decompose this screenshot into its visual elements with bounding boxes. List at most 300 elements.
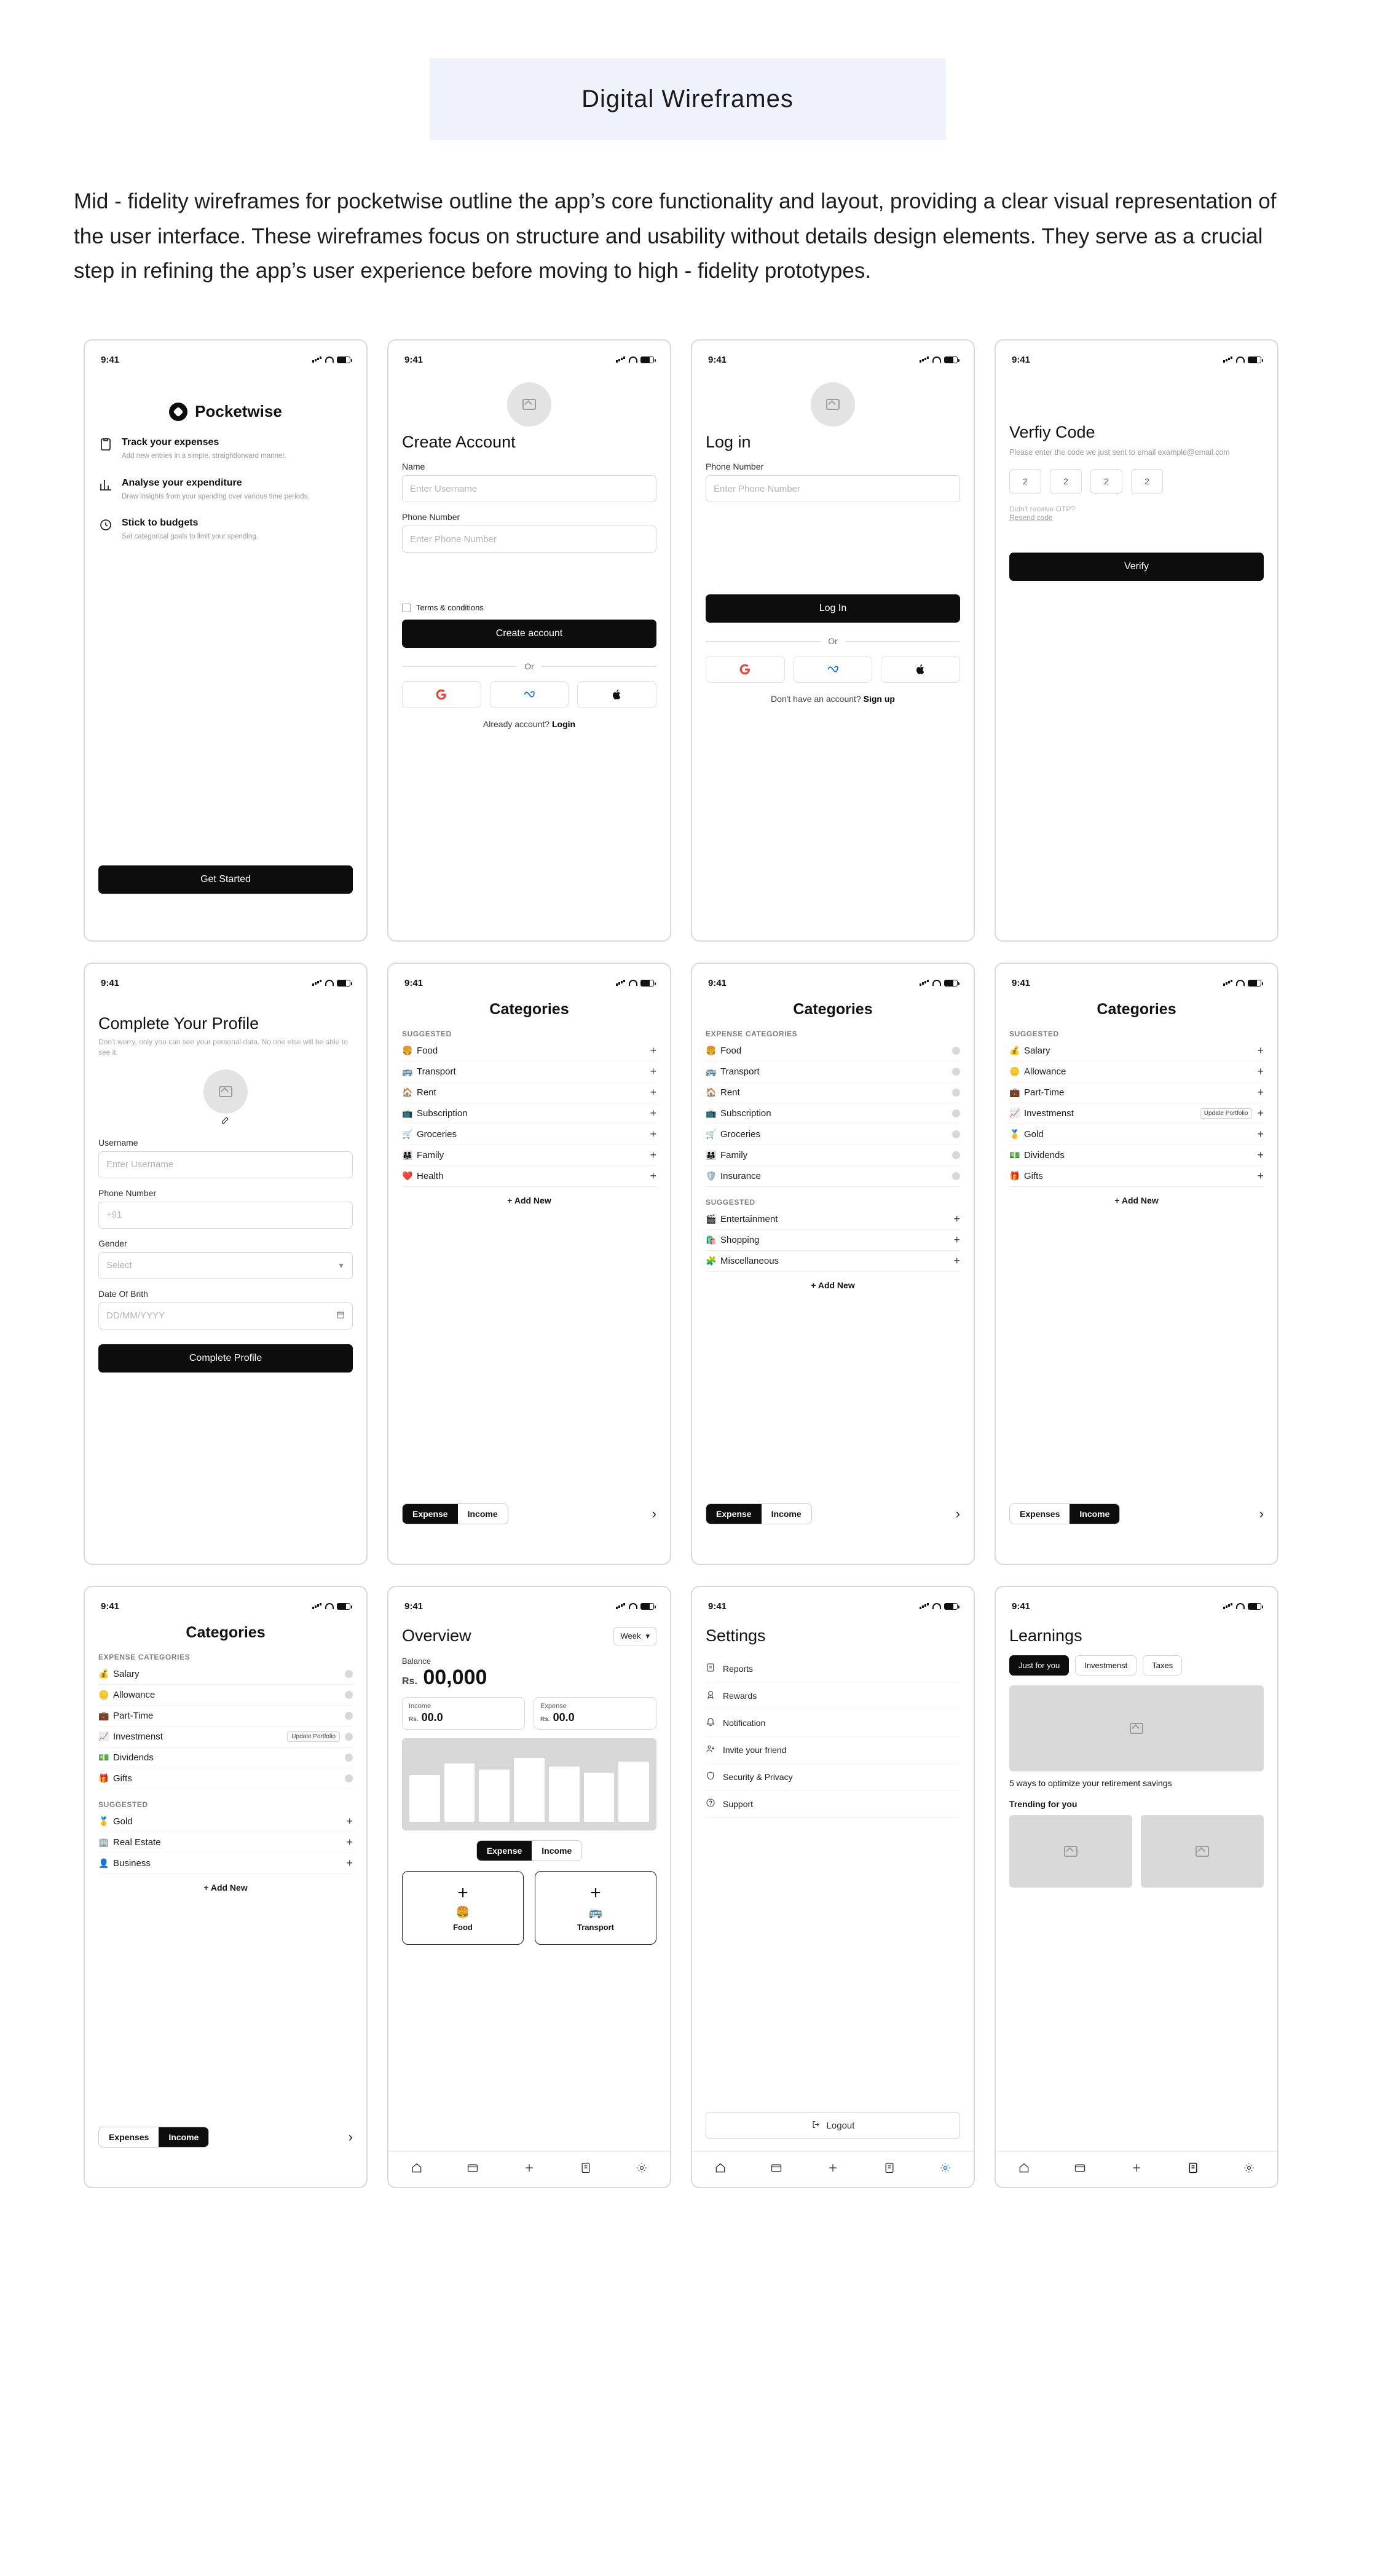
category-emoji: 🍔 bbox=[402, 1046, 413, 1056]
tab-wallet-icon[interactable] bbox=[467, 2162, 479, 2177]
expense-card[interactable] bbox=[534, 1697, 656, 1730]
list-item[interactable] bbox=[402, 1166, 656, 1187]
settings-item-invite[interactable] bbox=[706, 1736, 960, 1763]
list-item[interactable] bbox=[706, 1209, 960, 1230]
apple-login-button[interactable] bbox=[577, 681, 656, 708]
image-placeholder-icon bbox=[1064, 1846, 1078, 1857]
expense-income-toggle[interactable] bbox=[476, 1840, 583, 1861]
category-emoji: 🧩 bbox=[706, 1256, 717, 1266]
status-icons bbox=[312, 980, 350, 987]
calendar-icon[interactable] bbox=[336, 1310, 345, 1321]
weekly-bar-chart bbox=[402, 1738, 656, 1830]
category-emoji: 💼 bbox=[98, 1711, 109, 1721]
battery-icon bbox=[640, 980, 654, 987]
quick-add-food[interactable] bbox=[402, 1871, 524, 1945]
onboarding-features bbox=[98, 437, 353, 542]
screen-categories-income bbox=[995, 963, 1278, 1565]
add-icon[interactable]: + bbox=[346, 1857, 353, 1870]
battery-icon bbox=[1248, 356, 1261, 363]
logout-label: Logout bbox=[826, 2120, 855, 2131]
page-heading: Categories bbox=[489, 1001, 569, 1018]
settings-label: Support bbox=[723, 1798, 754, 1809]
category-list bbox=[402, 1041, 656, 1187]
page-heading: Log in bbox=[706, 433, 751, 452]
category-label: Gold bbox=[113, 1816, 133, 1827]
status-dot[interactable] bbox=[952, 1151, 960, 1159]
terms-checkbox[interactable] bbox=[402, 604, 411, 612]
list-item[interactable] bbox=[1009, 1062, 1264, 1082]
page-heading: Categories bbox=[186, 1624, 266, 1642]
list-item[interactable] bbox=[706, 1166, 960, 1187]
signup-link[interactable]: Sign up bbox=[863, 694, 895, 704]
battery-icon bbox=[944, 980, 958, 987]
toggle-expenses[interactable]: Expenses bbox=[1010, 1504, 1070, 1524]
signal-icon bbox=[920, 356, 929, 363]
bell-icon bbox=[706, 1717, 715, 1728]
apple-login-button[interactable] bbox=[881, 656, 960, 683]
support-icon bbox=[706, 1798, 715, 1810]
divider-or bbox=[706, 636, 960, 646]
status-dot[interactable] bbox=[345, 1733, 353, 1741]
add-icon[interactable]: + bbox=[1257, 1149, 1264, 1162]
tab-wallet-icon[interactable] bbox=[1074, 2162, 1086, 2177]
battery-icon bbox=[337, 1603, 350, 1610]
category-emoji: 💵 bbox=[98, 1752, 109, 1763]
list-item[interactable] bbox=[402, 1103, 656, 1124]
toggle-income[interactable]: Income bbox=[1070, 1504, 1119, 1524]
add-new-button[interactable]: + Add New bbox=[811, 1280, 855, 1291]
login-link[interactable]: Login bbox=[551, 719, 576, 730]
toggle-income[interactable]: Income bbox=[532, 1841, 581, 1861]
list-item[interactable] bbox=[1009, 1041, 1264, 1062]
plus-icon: + bbox=[457, 1883, 468, 1904]
income-category-list bbox=[1009, 1041, 1264, 1187]
income-card[interactable] bbox=[402, 1697, 525, 1730]
category-label: Dividends bbox=[1024, 1150, 1065, 1161]
battery-icon bbox=[337, 980, 350, 987]
tab-wallet-icon[interactable] bbox=[770, 2162, 782, 2177]
feature-item bbox=[98, 518, 353, 542]
feature-title: Track your expenses bbox=[122, 437, 219, 448]
wifi-icon bbox=[1236, 356, 1245, 363]
next-chevron-icon[interactable]: › bbox=[348, 2129, 353, 2145]
resend-text: Didn't receive OTP? bbox=[1009, 505, 1075, 514]
brand-lockup bbox=[98, 402, 353, 421]
add-new-button[interactable]: + Add New bbox=[507, 1195, 551, 1206]
phone-label: Phone Number bbox=[706, 462, 764, 472]
phone-input[interactable]: +91 bbox=[98, 1202, 353, 1229]
list-item[interactable] bbox=[402, 1124, 656, 1145]
add-icon[interactable]: + bbox=[650, 1086, 656, 1099]
category-label: Gifts bbox=[113, 1773, 132, 1784]
list-item[interactable] bbox=[1009, 1082, 1264, 1103]
tab-home-icon[interactable] bbox=[1018, 2162, 1030, 2177]
settings-item-notification[interactable] bbox=[706, 1709, 960, 1736]
section-header: SUGGESTED bbox=[402, 1030, 452, 1039]
status-dot[interactable] bbox=[952, 1068, 960, 1076]
toggle-expense[interactable]: Expense bbox=[403, 1504, 458, 1524]
otp-digit-1[interactable]: 2 bbox=[1009, 469, 1041, 494]
category-emoji: 📈 bbox=[98, 1731, 109, 1742]
battery-icon bbox=[944, 356, 958, 363]
category-label: Investmenst bbox=[1024, 1108, 1074, 1119]
next-chevron-icon[interactable]: › bbox=[652, 1506, 656, 1522]
signal-icon bbox=[920, 980, 929, 986]
category-label: Groceries bbox=[720, 1129, 761, 1140]
status-icons bbox=[616, 1603, 654, 1610]
username-label: Username bbox=[98, 1137, 138, 1148]
period-value: Week bbox=[620, 1631, 641, 1641]
bottom-toggle-row bbox=[98, 2127, 353, 2148]
category-label: Miscellaneous bbox=[720, 1256, 779, 1267]
settings-list bbox=[706, 1655, 960, 1818]
list-item[interactable] bbox=[402, 1062, 656, 1082]
add-icon[interactable]: + bbox=[1257, 1065, 1264, 1078]
add-icon[interactable]: + bbox=[953, 1213, 960, 1226]
otp-digit-2[interactable]: 2 bbox=[1050, 469, 1082, 494]
settings-item-reports[interactable] bbox=[706, 1655, 960, 1682]
status-dot[interactable] bbox=[345, 1691, 353, 1699]
add-icon[interactable]: + bbox=[953, 1234, 960, 1247]
next-chevron-icon[interactable]: › bbox=[955, 1506, 960, 1522]
page-title-chip bbox=[430, 58, 946, 140]
category-label: Health bbox=[417, 1171, 444, 1182]
shield-icon bbox=[706, 1771, 715, 1782]
learnings-tabs bbox=[1009, 1655, 1264, 1676]
image-placeholder-icon bbox=[522, 399, 536, 410]
category-emoji: 🛒 bbox=[706, 1129, 717, 1140]
signal-icon bbox=[312, 980, 322, 986]
income-currency: Rs. bbox=[409, 1716, 419, 1723]
wifi-icon bbox=[629, 1603, 637, 1609]
category-label: Rent bbox=[417, 1087, 436, 1098]
add-icon[interactable]: + bbox=[1257, 1128, 1264, 1141]
status-dot[interactable] bbox=[952, 1047, 960, 1055]
wifi-icon bbox=[932, 980, 941, 986]
expense-income-toggle[interactable] bbox=[706, 1503, 812, 1524]
bottom-toggle-row bbox=[1009, 1503, 1264, 1524]
add-icon[interactable]: + bbox=[650, 1128, 656, 1141]
status-bar bbox=[706, 1596, 960, 1613]
toggle-expenses[interactable]: Expenses bbox=[99, 2127, 159, 2147]
status-icons bbox=[312, 356, 350, 363]
category-emoji: 🚌 bbox=[402, 1066, 413, 1077]
status-time: 9:41 bbox=[708, 1601, 727, 1612]
category-label: Allowance bbox=[1024, 1066, 1066, 1077]
list-item[interactable] bbox=[706, 1041, 960, 1062]
category-emoji: 👨‍👩‍👧 bbox=[402, 1150, 413, 1160]
status-icons bbox=[616, 980, 654, 987]
balance-label: Balance bbox=[402, 1656, 431, 1666]
status-dot[interactable] bbox=[952, 1130, 960, 1138]
footer-text: Don't have an account? bbox=[771, 694, 861, 704]
list-item[interactable] bbox=[1009, 1145, 1264, 1166]
list-item[interactable] bbox=[98, 1685, 353, 1706]
tab-just-for-you[interactable]: Just for you bbox=[1009, 1655, 1069, 1676]
tab-add-icon[interactable] bbox=[523, 2162, 535, 2177]
page-heading: Learnings bbox=[1009, 1626, 1082, 1645]
add-new-button[interactable]: + Add New bbox=[203, 1883, 248, 1893]
list-item[interactable] bbox=[1009, 1166, 1264, 1187]
trending-card[interactable] bbox=[1009, 1815, 1132, 1888]
category-label: Part-Time bbox=[1024, 1087, 1065, 1098]
login-button[interactable]: Log In bbox=[706, 594, 960, 623]
phone-input[interactable]: Enter Phone Number bbox=[402, 526, 656, 553]
meta-login-button[interactable] bbox=[794, 656, 873, 683]
tab-learnings-icon[interactable] bbox=[1187, 2162, 1199, 2177]
page-heading: Verfiy Code bbox=[1009, 423, 1095, 442]
screen-categories-income-list bbox=[84, 1586, 368, 2188]
status-dot[interactable] bbox=[345, 1670, 353, 1678]
add-icon[interactable]: + bbox=[1257, 1044, 1264, 1057]
chart-bar bbox=[514, 1758, 545, 1822]
list-item[interactable] bbox=[706, 1251, 960, 1272]
screen-overview bbox=[387, 1586, 671, 2188]
add-icon[interactable]: + bbox=[1257, 1086, 1264, 1099]
page-title: Digital Wireframes bbox=[581, 85, 794, 112]
expense-income-toggle[interactable] bbox=[1009, 1503, 1120, 1524]
update-portfolio-badge[interactable]: Update Portfolio bbox=[1200, 1108, 1253, 1119]
battery-icon bbox=[1248, 1603, 1261, 1610]
status-dot[interactable] bbox=[952, 1109, 960, 1117]
add-icon[interactable]: + bbox=[1257, 1107, 1264, 1120]
add-icon[interactable]: + bbox=[650, 1170, 656, 1183]
list-item[interactable] bbox=[706, 1082, 960, 1103]
status-time: 9:41 bbox=[101, 354, 120, 365]
add-icon[interactable]: + bbox=[346, 1815, 353, 1828]
category-emoji: 🍔 bbox=[455, 1906, 470, 1919]
summary-cards bbox=[402, 1697, 656, 1730]
verify-button[interactable]: Verify bbox=[1009, 553, 1264, 581]
settings-item-security[interactable] bbox=[706, 1763, 960, 1790]
list-item[interactable] bbox=[98, 1706, 353, 1727]
list-item[interactable] bbox=[98, 1768, 353, 1789]
balance-value: 00,000 bbox=[423, 1666, 487, 1690]
status-dot[interactable] bbox=[345, 1774, 353, 1782]
category-emoji: 💰 bbox=[1009, 1046, 1020, 1056]
list-item[interactable] bbox=[98, 1727, 353, 1747]
screen-categories-expense bbox=[691, 963, 975, 1565]
list-item[interactable] bbox=[98, 1664, 353, 1685]
wifi-icon bbox=[932, 1603, 941, 1609]
logout-button[interactable] bbox=[706, 2112, 960, 2139]
edit-avatar-icon[interactable] bbox=[98, 1115, 353, 1128]
status-icons bbox=[920, 356, 958, 363]
expense-caption: Expense bbox=[540, 1703, 567, 1711]
status-bar bbox=[1009, 972, 1264, 990]
article-hero-image[interactable] bbox=[1009, 1685, 1264, 1771]
complete-profile-button[interactable]: Complete Profile bbox=[98, 1344, 353, 1373]
or-label: Or bbox=[524, 661, 534, 672]
list-item[interactable] bbox=[706, 1062, 960, 1082]
list-item[interactable] bbox=[706, 1103, 960, 1124]
list-item[interactable] bbox=[98, 1747, 353, 1768]
add-icon[interactable]: + bbox=[346, 1836, 353, 1849]
battery-icon bbox=[640, 356, 654, 363]
list-item[interactable] bbox=[98, 1853, 353, 1874]
status-time: 9:41 bbox=[708, 977, 727, 988]
expense-number: 00.0 bbox=[553, 1711, 575, 1724]
report-icon bbox=[706, 1663, 715, 1674]
category-label: Entertainment bbox=[720, 1214, 778, 1225]
clipboard-icon bbox=[98, 437, 113, 452]
wifi-icon bbox=[1236, 1603, 1245, 1609]
status-dot[interactable] bbox=[952, 1089, 960, 1097]
article-title[interactable]: 5 ways to optimize your retirement savings bbox=[1009, 1778, 1172, 1789]
screen-settings bbox=[691, 1586, 975, 2188]
category-emoji: 🥇 bbox=[1009, 1129, 1020, 1140]
list-item[interactable] bbox=[1009, 1124, 1264, 1145]
toggle-income[interactable]: Income bbox=[762, 1504, 811, 1524]
otp-digit-3[interactable]: 2 bbox=[1090, 469, 1122, 494]
list-item[interactable] bbox=[98, 1832, 353, 1853]
list-item[interactable] bbox=[706, 1145, 960, 1166]
avatar[interactable] bbox=[203, 1069, 248, 1114]
status-bar bbox=[98, 972, 353, 990]
brand-name: Pocketwise bbox=[195, 402, 282, 421]
update-portfolio-badge[interactable]: Update Portfolio bbox=[287, 1731, 340, 1742]
list-item[interactable] bbox=[402, 1041, 656, 1062]
google-login-button[interactable] bbox=[402, 681, 481, 708]
list-item[interactable] bbox=[1009, 1103, 1264, 1124]
status-dot[interactable] bbox=[952, 1172, 960, 1180]
toggle-income[interactable]: Income bbox=[159, 2127, 208, 2147]
avatar[interactable] bbox=[811, 382, 855, 427]
list-item[interactable] bbox=[706, 1230, 960, 1251]
settings-item-support[interactable] bbox=[706, 1790, 960, 1818]
meta-login-button[interactable] bbox=[490, 681, 569, 708]
profile-subtitle: Don't worry, only you can see your personal data. No one else will be able to see it. bbox=[98, 1038, 348, 1057]
tab-reports-icon[interactable] bbox=[883, 2162, 896, 2177]
category-emoji: 🛒 bbox=[402, 1129, 413, 1140]
toggle-income[interactable]: Income bbox=[458, 1504, 508, 1524]
tab-reports-icon[interactable] bbox=[580, 2162, 592, 2177]
status-bar bbox=[706, 349, 960, 366]
otp-digit-4[interactable]: 2 bbox=[1131, 469, 1163, 494]
divider-line bbox=[402, 666, 517, 667]
trending-card[interactable] bbox=[1141, 1815, 1264, 1888]
settings-item-rewards[interactable] bbox=[706, 1682, 960, 1709]
section-header-2: SUGGESTED bbox=[706, 1198, 755, 1207]
period-select[interactable] bbox=[613, 1627, 656, 1645]
wireframe-board bbox=[0, 58, 1375, 2188]
tab-taxes[interactable]: Taxes bbox=[1143, 1655, 1182, 1676]
add-icon[interactable]: + bbox=[650, 1065, 656, 1078]
tab-home-icon[interactable] bbox=[411, 2162, 423, 2177]
add-icon[interactable]: + bbox=[650, 1044, 656, 1057]
category-emoji: 👤 bbox=[98, 1858, 109, 1869]
avatar[interactable] bbox=[507, 382, 551, 427]
divider-or bbox=[402, 661, 656, 671]
social-login-row bbox=[402, 681, 656, 708]
tab-settings-icon[interactable] bbox=[939, 2162, 951, 2177]
list-item[interactable] bbox=[706, 1124, 960, 1145]
tab-investments[interactable]: Investmenst bbox=[1075, 1655, 1137, 1676]
bottom-tabbar bbox=[692, 2151, 974, 2187]
category-emoji: 📺 bbox=[402, 1108, 413, 1119]
tab-add-icon[interactable] bbox=[1130, 2162, 1143, 2177]
name-input[interactable]: Enter Username bbox=[402, 475, 656, 502]
category-label: Rent bbox=[720, 1087, 740, 1098]
category-label: Transport bbox=[720, 1066, 760, 1077]
category-label: Food bbox=[417, 1046, 438, 1057]
image-placeholder-icon bbox=[219, 1086, 232, 1097]
tab-settings-icon[interactable] bbox=[1243, 2162, 1255, 2177]
status-icons bbox=[920, 980, 958, 987]
chart-bar bbox=[409, 1775, 440, 1822]
settings-label: Security & Privacy bbox=[723, 1771, 793, 1782]
category-label: Family bbox=[720, 1150, 748, 1161]
list-item[interactable] bbox=[402, 1082, 656, 1103]
add-icon[interactable]: + bbox=[1257, 1170, 1264, 1183]
category-label: Gold bbox=[1024, 1129, 1044, 1140]
gender-select[interactable] bbox=[98, 1252, 353, 1279]
google-login-button[interactable] bbox=[706, 656, 785, 683]
bottom-tabbar bbox=[996, 2151, 1277, 2187]
image-placeholder-icon bbox=[1130, 1723, 1143, 1734]
signal-icon bbox=[1223, 1603, 1233, 1609]
toggle-expense[interactable]: Expense bbox=[477, 1841, 532, 1861]
tab-home-icon[interactable] bbox=[714, 2162, 727, 2177]
wifi-icon bbox=[932, 356, 941, 363]
status-icons bbox=[920, 1603, 958, 1610]
wifi-icon bbox=[629, 980, 637, 986]
feature-item bbox=[98, 437, 353, 462]
settings-label: Reports bbox=[723, 1663, 754, 1674]
logout-icon bbox=[811, 2120, 821, 2132]
status-bar bbox=[402, 972, 656, 990]
toggle-expense[interactable]: Expense bbox=[706, 1504, 762, 1524]
add-icon[interactable]: + bbox=[953, 1255, 960, 1267]
quick-add-transport[interactable] bbox=[535, 1871, 656, 1945]
dob-input[interactable] bbox=[98, 1302, 353, 1329]
add-icon[interactable]: + bbox=[650, 1107, 656, 1120]
username-input[interactable]: Enter Username bbox=[98, 1151, 353, 1178]
category-label: Salary bbox=[1024, 1046, 1050, 1057]
create-account-button[interactable]: Create account bbox=[402, 620, 656, 648]
feature-desc: Draw insights from your spending over various time periods. bbox=[122, 492, 310, 500]
list-item[interactable] bbox=[98, 1811, 353, 1832]
status-bar bbox=[98, 349, 353, 366]
add-icon[interactable]: + bbox=[650, 1149, 656, 1162]
resend-code-link[interactable]: Resend code bbox=[1009, 513, 1053, 522]
status-dot[interactable] bbox=[345, 1712, 353, 1720]
phone-input[interactable]: Enter Phone Number bbox=[706, 475, 960, 502]
phone-label: Phone Number bbox=[402, 512, 460, 522]
expense-income-toggle[interactable] bbox=[98, 2127, 209, 2148]
chevron-down-icon: ▾ bbox=[645, 1631, 650, 1641]
battery-icon bbox=[640, 1603, 654, 1610]
tab-add-icon[interactable] bbox=[827, 2162, 839, 2177]
list-item[interactable] bbox=[402, 1145, 656, 1166]
gender-value: Select bbox=[106, 1260, 132, 1271]
otp-input-group[interactable] bbox=[1009, 469, 1264, 494]
signal-icon bbox=[616, 1603, 626, 1609]
expense-income-toggle[interactable] bbox=[402, 1503, 508, 1524]
next-chevron-icon[interactable]: › bbox=[1259, 1506, 1264, 1522]
status-dot[interactable] bbox=[345, 1754, 353, 1762]
add-new-button[interactable]: + Add New bbox=[1114, 1195, 1159, 1206]
settings-label: Rewards bbox=[723, 1690, 757, 1701]
or-label: Or bbox=[828, 636, 838, 647]
screen-complete-profile bbox=[84, 963, 368, 1565]
category-emoji: ❤️ bbox=[402, 1171, 413, 1181]
terms-label: Terms & conditions bbox=[416, 603, 484, 613]
get-started-button[interactable]: Get Started bbox=[98, 865, 353, 894]
tab-settings-icon[interactable] bbox=[636, 2162, 648, 2177]
category-label: Allowance bbox=[113, 1690, 156, 1701]
category-label: Business bbox=[113, 1858, 151, 1869]
